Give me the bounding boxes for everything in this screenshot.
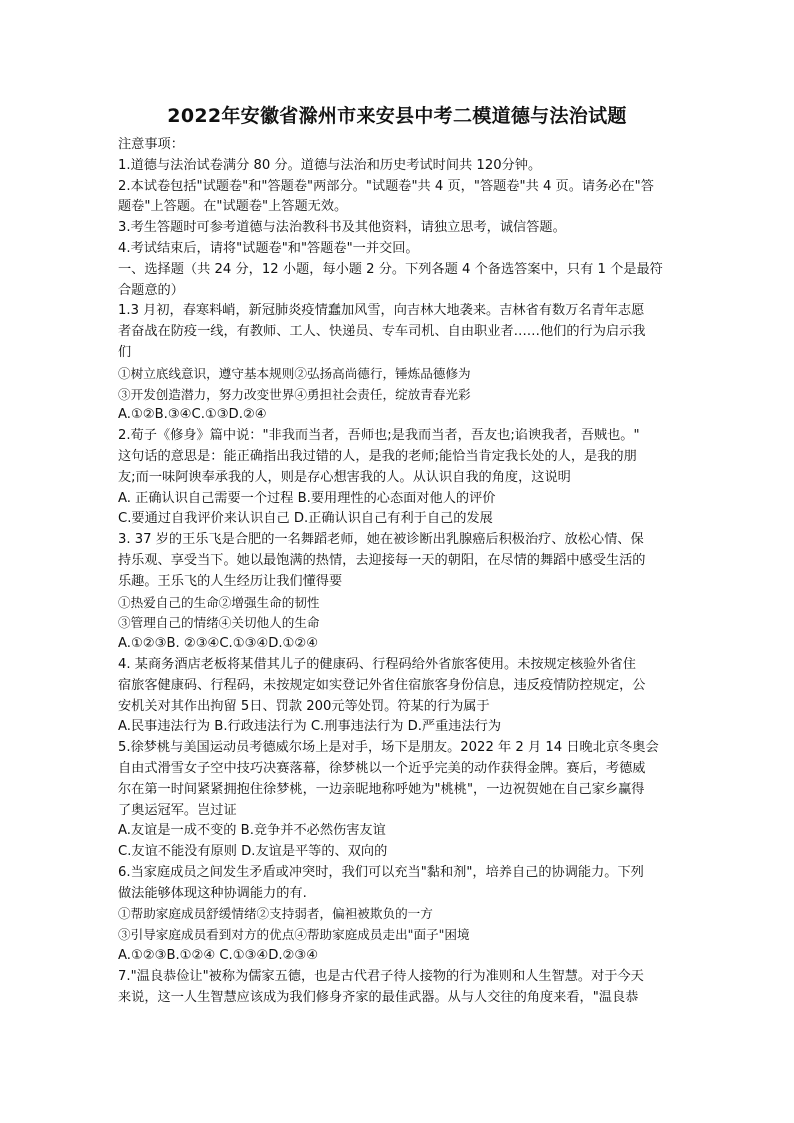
text-line: 1.道德与法治试卷满分 80 分。道德与法治和历史考试时间共 120分钟。 [118, 157, 542, 173]
question-5-answers: A.友谊是一成不变的 B.竞争并不必然伤害友谊 [118, 823, 386, 839]
question-3: 3. 37 岁的王乐飞是合肥的一名舞蹈老师，她在被诊断出乳腺癌后积极治疗、放松心情、保 [118, 532, 644, 548]
question-2: 这句话的意思是：能正确指出我过错的人，是我的老师;能恰当肯定我长处的人，是我的朋 [118, 448, 637, 464]
question-6: 做法能够体现这种协调能力的有. [118, 885, 307, 901]
question-3: 乐趣。王乐飞的人生经历让我们懂得要 [118, 573, 343, 589]
question-7: 来说，这一人生智慧应该成为我们修身齐家的最佳武器。从与人交往的角度来看，"温良恭 [118, 989, 639, 1005]
question-4: 4. 某商务酒店老板将某借其儿子的健康码、行程码给外省旅客使用。未按规定核验外省住 [118, 656, 636, 672]
question-2: 2.荀子《修身》篇中说："非我而当者，吾师也;是我而当者，吾友也;谄谀我者，吾贼也。" [118, 428, 640, 444]
question-2-answers: A. 正确认识自己需要一个过程 B.要用理性的心态面对他人的评价 [118, 490, 496, 506]
page-title: 2022年安徽省滁州市来安县中考二模道德与法治试题 [167, 105, 627, 127]
text-line: 3.考生答题时可参考道德与法治教科书及其他资料，请独立思考，诚信答题。 [118, 220, 566, 236]
question-1: 们 [118, 344, 132, 360]
question-5: 自由式滑雪女子空中技巧决赛落幕，徐梦桃以一个近乎完美的动作获得金牌。赛后，考德威 [118, 760, 646, 776]
question-3-answers: A.①②③B. ②③④C.①③④D.①②④ [118, 636, 319, 652]
question-1-option: ③开发创造潜力，努力改变世界④勇担社会责任，绽放青春光彩 [118, 386, 471, 402]
question-5: 了奥运冠军。岂过证 [118, 802, 237, 818]
question-4: 安机关对其作出拘留 5日、罚款 200元等处罚。符某的行为属于 [118, 698, 490, 714]
question-1-answers: A.①②B.③④C.①③D.②④ [118, 407, 267, 423]
text-line: 题卷"上答题。在"试题卷"上答题无效。 [118, 199, 348, 215]
question-3-option: ①热爱自己的生命②增强生命的韧性 [118, 594, 320, 610]
question-5: 尔在第一时间紧紧拥抱住徐梦桃，一边亲昵地称呼她为"桃桃"，一边祝贺她在自己家乡赢得 [118, 781, 645, 797]
text-line: 2.本试卷包括"试题卷"和"答题卷"两部分。"试题卷"共 4 页，"答题卷"共 4 页。请务必在"答 [118, 178, 654, 194]
question-1: 者奋战在防疫一线，有教师、工人、快递员、专车司机、自由职业者……他们的行为启示我 [118, 324, 646, 340]
question-2-answers: C.要通过自我评价来认识自己 D.正确认识自己有利于自己的发展 [118, 511, 493, 527]
question-4: 宿旅客健康码、行程码，未按规定如实登记外省住宿旅客身份信息，违反疫情防控规定，公 [118, 677, 646, 693]
question-1: 1.3 月初，春寒料峭，新冠肺炎疫情蠢加风雪，向吉林大地袭来。吉林省有数万名青年志愿 [118, 303, 645, 319]
text-line: 注意事项： [118, 137, 184, 152]
question-7: 7."温良恭俭让"被称为儒家五德，也是古代君子待人接物的行为准则和人生智慧。对于今天 [118, 968, 644, 984]
question-5-answers: C.友谊不能没有原则 D.友谊是平等的、双向的 [118, 844, 388, 860]
section-heading: 合题意的） [118, 282, 184, 298]
question-5: 5.徐梦桃与美国运动员考德威尔场上是对手，场下是朋友。2022 年 2 月 14 日晚北京冬奥会 [118, 740, 659, 756]
question-3-option: ③管理自己的情绪④关切他人的生命 [118, 615, 320, 631]
question-2: 友;而一味阿谀奉承我的人，则是存心想害我的人。从认识自我的角度，这说明 [118, 469, 571, 485]
question-6: 6.当家庭成员之间发生矛盾或冲突时，我们可以充当"黏和剂"，培养自己的协调能力。下列 [118, 864, 644, 880]
text-line: 4.考试结束后，请将"试题卷"和"答题卷"一并交回。 [118, 240, 419, 256]
question-3: 持乐观、享受当下。她以最饱满的热情，去迎接每一天的朝阳，在尽情的舞蹈中感受生活的 [118, 552, 646, 568]
question-6-option: ③引导家庭成员看到对方的优点④帮助家庭成员走出"面子"困境 [118, 927, 470, 943]
question-1-option: ①树立底线意识，遵守基本规则②弘扬高尚德行，锤炼品德修为 [118, 365, 471, 381]
section-heading: 一、选择题（共 24 分，12 小题，每小题 2 分。下列各题 4 个备选答案中，只有 1 个是最符 [118, 261, 663, 277]
question-6-answers: A.①②③B.①②④ C.①③④D.②③④ [118, 948, 319, 964]
question-4-answers: A.民事违法行为 B.行政违法行为 C.刑事违法行为 D.严重违法行为 [118, 719, 502, 735]
question-6-option: ①帮助家庭成员舒缓情绪②支持弱者，偏袒被欺负的一方 [118, 906, 433, 922]
